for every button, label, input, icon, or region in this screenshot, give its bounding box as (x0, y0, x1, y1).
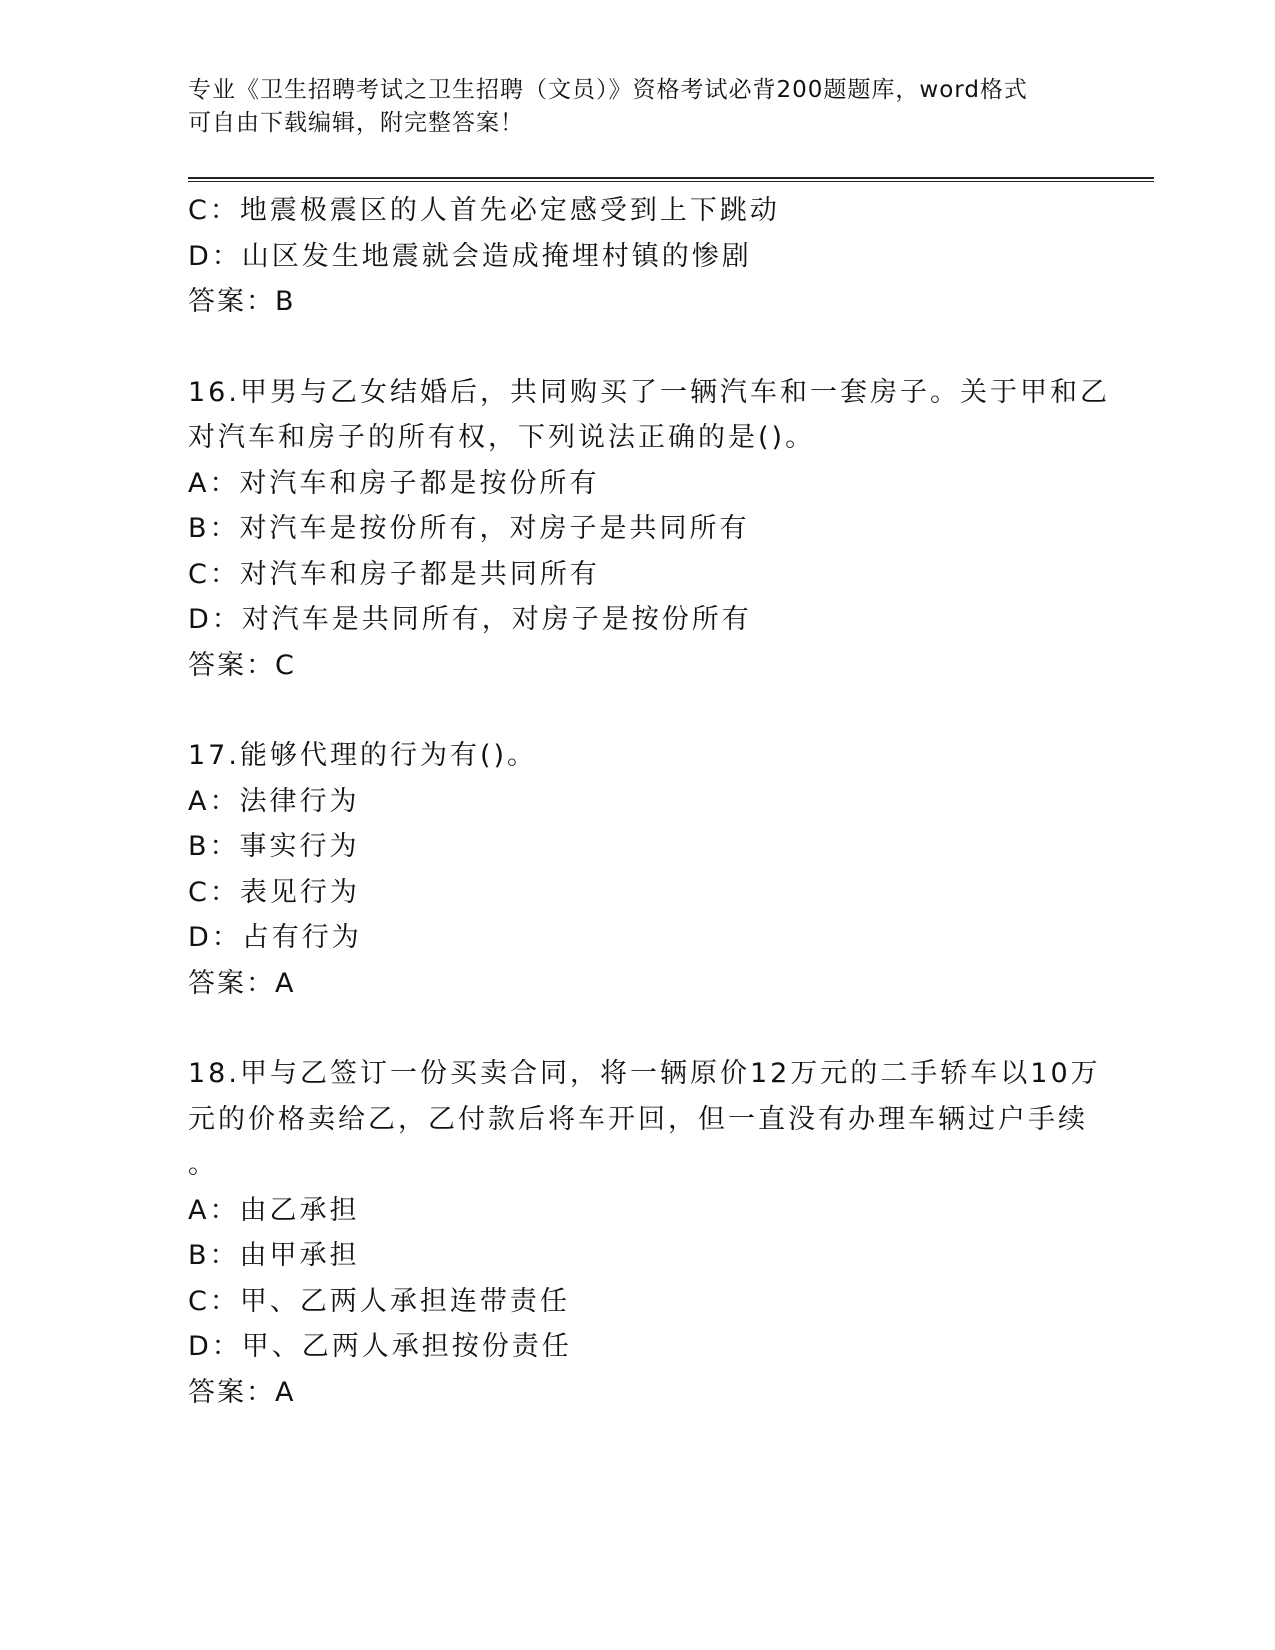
document-body (188, 188, 1110, 1415)
document-header (188, 74, 1068, 140)
answer: 答案：C (188, 649, 296, 681)
question-text-line: 对汽车和房子的所有权，下列说法正确的是()。 (188, 422, 816, 453)
question-text-line: 。 (188, 1149, 218, 1180)
question-15 (188, 188, 1088, 325)
question-text-line: 元的价格卖给乙，乙付款后将车开回，但一直没有办理车辆过户手续 (188, 1103, 1088, 1135)
option-d: D：对汽车是共同所有，对房子是按份所有 (188, 604, 752, 635)
option-d: D：甲、乙两人承担按份责任 (188, 1331, 572, 1362)
option-b: B：事实行为 (188, 831, 360, 862)
option-a: A：由乙承担 (188, 1194, 360, 1226)
header-divider (188, 177, 1154, 182)
question-text-line: 16.甲男与乙女结婚后，共同购买了一辆汽车和一套房子。关于甲和乙 (188, 376, 1110, 408)
answer: 答案：B (188, 286, 296, 317)
spacer (188, 1006, 1088, 1051)
header-title-line2: 可自由下载编辑，附完整答案！ (188, 110, 524, 136)
option-b: B：由甲承担 (188, 1240, 360, 1271)
question-16 (188, 370, 1110, 689)
option-c: C：对汽车和房子都是共同所有 (188, 558, 600, 590)
option-a: A：对汽车和房子都是按份所有 (188, 467, 600, 499)
answer: 答案：A (188, 967, 296, 999)
header-title-line1: 专业《卫生招聘考试之卫生招聘（文员）》资格考试必背200题题库，word格式 (188, 77, 1028, 103)
spacer (188, 325, 1088, 370)
option-d: D：占有行为 (188, 922, 362, 953)
option-c: C：地震极震区的人首先必定感受到上下跳动 (188, 195, 780, 226)
spacer (188, 688, 1088, 733)
option-c: C：甲、乙两人承担连带责任 (188, 1285, 570, 1317)
question-17 (188, 733, 1088, 1006)
answer: 答案：A (188, 1376, 296, 1408)
option-a: A：法律行为 (188, 785, 360, 817)
option-c: C：表见行为 (188, 876, 360, 908)
option-d: D：山区发生地震就会造成掩埋村镇的惨剧 (188, 240, 752, 272)
question-text-line: 18.甲与乙签订一份买卖合同，将一辆原价12万元的二手轿车以10万 (188, 1058, 1101, 1089)
option-b: B：对汽车是按份所有，对房子是共同所有 (188, 513, 750, 544)
question-text-line: 17.能够代理的行为有()。 (188, 740, 538, 771)
question-18 (188, 1051, 1101, 1415)
